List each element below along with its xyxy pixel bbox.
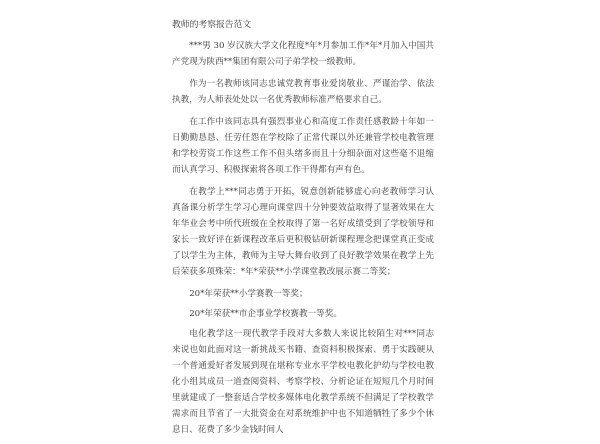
award-item: 20*年荣获**市企事业学校赛教一等奖。	[189, 309, 342, 319]
paragraph-multimedia: 电化教学这一现代教学手段对大多数人来说比较陌生对***同志来说也如此面对这一新挑战买书籍、查资料积极探索、勇于实践硬从一个普通爱好者发展到现在堪称专业水平学校电教化护幼与学校电教化小组其成员一道查阅资料、考察学校、分析论证在短短几个月时间里就建成了一整套适合学校多媒体电化教学系统不但满足了学校教学需求而且节省了一大批资金在对系统维护中也不知道牺牲了多少个休息日、花费了多少金钱时间人	[172, 329, 434, 435]
document-title: 教师的考察报告范文	[172, 20, 252, 30]
paragraph-work: 在工作中该同志具有强烈事业心和高度工作责任感教龄十年如一日勤勤恳恳、任劳任怨在学校除了正常代课以外还兼管学校电教管理和学校劳资工作这些工作不但头绪多而且十分细杂面对这些毫不退缩而认真学习、积极探索将各项工作干得都有声有色。	[172, 117, 434, 175]
award-item: 20*年荣获**小学赛教一等奖；	[189, 289, 308, 299]
paragraph-profile: ***男 30 岁汉族大学文化程度*年*月参加工作*年*月加入中国共产党现为陕西**集团有限公司子弟学校一级教师。	[172, 41, 434, 67]
document-body	[172, 17, 434, 444]
paragraph-teaching: 在教学上***同志勇于开拓，锐意创新能够虚心向老教师学习认真备课分析学生学习心理向课堂四十分钟要效益取得了显著效果在大年华业会考中所代班级在全校取得了第一名好成绩受到了学校领导和家长一致好评在新课程改革后更积极钻研新课程理念把课堂真正变成了以学生为主体，教师为主导大舞台收到了良好教学效果在教学上先后荣获多项殊荣：*年*荣获**小学课堂教改展示赛二等奖；	[172, 187, 434, 277]
paragraph-ethics: 作为一名教师该同志忠诚党教育事业爱岗敬业、严谨治学、依法执教，为人师表处处以一名优秀教师标准严格要求自己。	[172, 79, 434, 105]
